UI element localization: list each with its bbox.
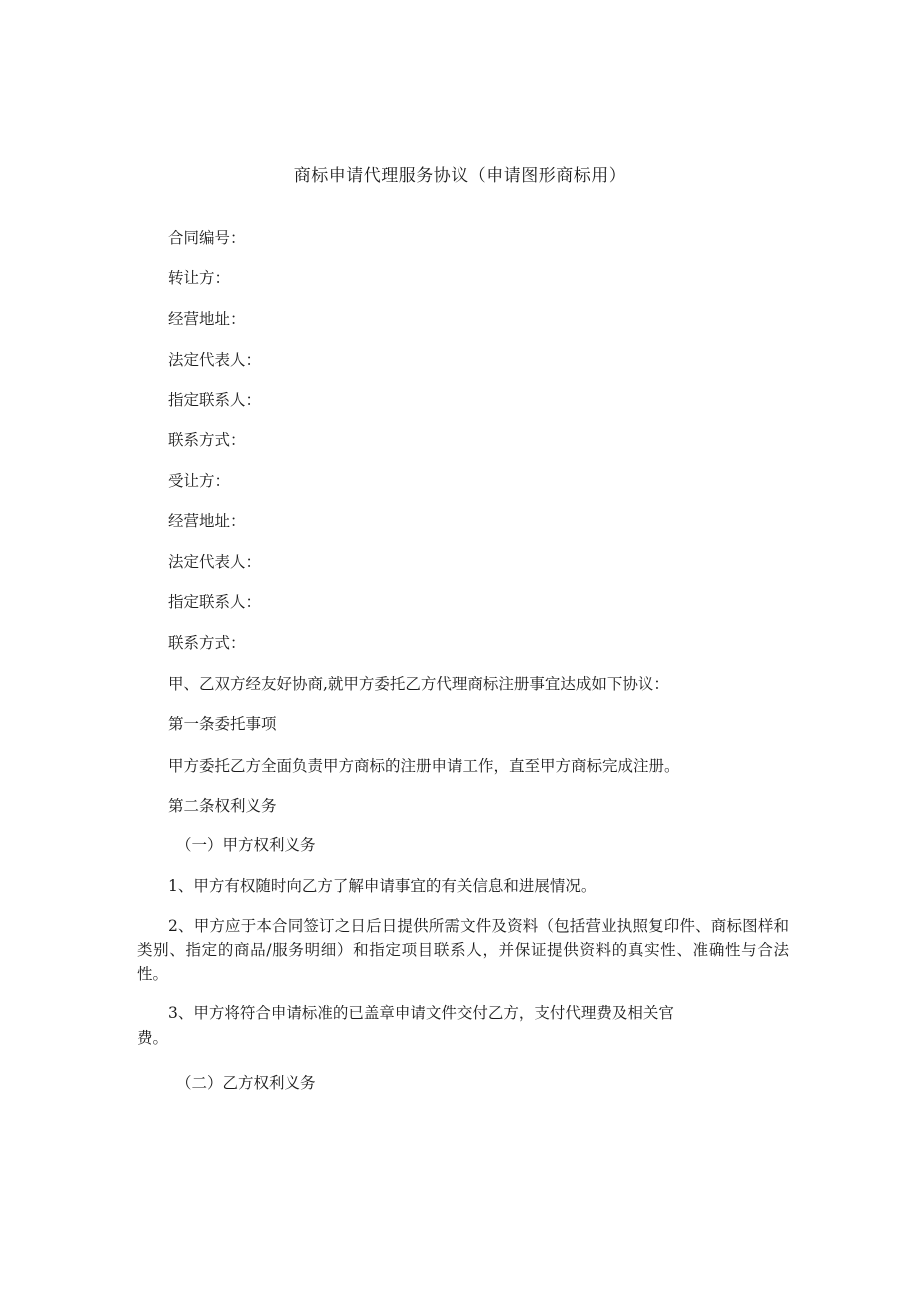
document-title: 商标申请代理服务协议（申请图形商标用） (293, 166, 627, 186)
section1-item2: 2、甲方应于本合同签订之日后日提供所需文件及资料（包括营业执照复印件、商标图样和类别、指定的商品/服务明细）和指定项目联系人，并保证提供资料的真实性、准确性与合法性。 (137, 917, 789, 983)
section1-item3-continued: 费。 (137, 1029, 169, 1047)
intro-paragraph: 甲、乙双方经友好协商,就甲方委托乙方代理商标注册事宜达成如下协议： (168, 675, 669, 693)
section1-item3: 3、甲方将符合申请标准的已盖章申请文件交付乙方，支付代理费及相关官 (168, 1004, 674, 1022)
field-transferor-contact: 指定联系人： (168, 391, 262, 409)
article1-heading: 第一条委托事项 (168, 715, 277, 733)
field-transferee-address: 经营地址： (168, 512, 246, 530)
article2-heading: 第二条权利义务 (168, 797, 277, 815)
field-transferor: 转让方： (168, 269, 231, 287)
field-transferor-address: 经营地址： (168, 310, 246, 328)
field-transferor-contact-method: 联系方式： (168, 431, 246, 449)
field-transferor-legal-rep: 法定代表人： (168, 351, 262, 369)
section1-heading: （一）甲方权利义务 (176, 836, 316, 854)
section1-item1: 1、甲方有权随时向乙方了解申请事宜的有关信息和进展情况。 (168, 877, 597, 895)
section2-heading: （二）乙方权利义务 (176, 1074, 316, 1092)
field-transferee: 受让方： (168, 472, 231, 490)
field-transferee-contact-method: 联系方式： (168, 634, 246, 652)
field-transferee-legal-rep: 法定代表人： (168, 553, 262, 571)
field-contract-number: 合同编号： (168, 229, 246, 247)
field-transferee-contact: 指定联系人： (168, 593, 262, 611)
article1-body: 甲方委托乙方全面负责甲方商标的注册申请工作，直至甲方商标完成注册。 (168, 757, 680, 775)
